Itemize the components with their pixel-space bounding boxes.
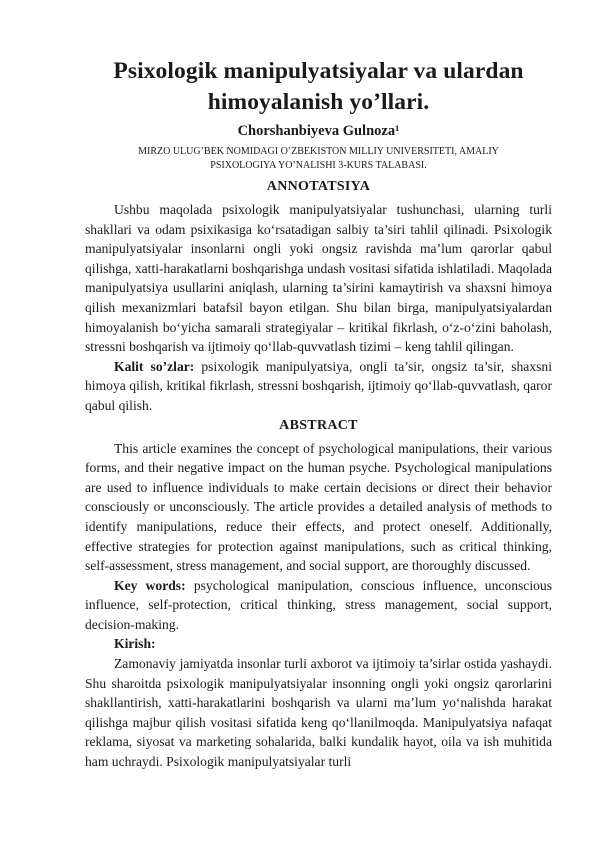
annotation-heading: ANNOTATSIYA [266, 179, 371, 194]
abstract-paragraph: This article examines the concept of psychological manipulations, their various forms, and their negative impact on the human psyche. Psychological manipulations are used to influence individuals to make certain decisions or direct their behavior consciously or unconsciously. The article provides a detailed analysis of methods to identify manipulations, reduce their effects, and protect oneself. Additionally, effective strategies for protection against manipulations, such as critical thinking, self-assessment, stress management, and social support, are thoroughly discussed. [85, 440, 552, 574]
annotation-paragraph: Ushbu maqolada psixologik manipulyatsiyalar tushunchasi, ularning turli shakllari va odam psixikasiga ko‘rsatadigan salbiy ta’siri tahlil qilinadi. Psixologik manipulyatsiyalar insonlarni ongli yoki ongsiz ravishda ma’lum qarorlar qabul qilishga, xatti-harakatlarni boshqarishga undash vositasi sifatida ishlatiladi. Maqolada manipulyatsiya usullarini aniqlash, ularning ta’sirini kamaytirish va shaxsni himoya qilish mexanizmlari batafsil bayon etilgan. Shu bilan birga, manipulyatsiyalardan himoyalanish bo‘yicha samarali strategiyalar – kritikal fikrlash, o‘z-o‘zini baholash, stressni boshqarish va ijtimoiy qo‘llab-quvvatlash tizimi – keng tahlil qilingan. [85, 202, 552, 355]
affiliation-line-1: MIRZO ULUG’BEK NOMIDAGI O’ZBEKISTON MILLIY UNIVERSITETI, AMALIY [138, 146, 499, 157]
intro-paragraph: Zamonaviy jamiyatda insonlar turli axborot va ijtimoiy ta’sirlar ostida yashaydi. Shu sharoitda psixologik manipulyatsiyalar insonning ongli yoki ongsiz qarorlarini shakllantirish, xatti-harakatlarini boshqarish va ularni ma’lum yo‘nalishda harakat qilishga majbur qilish vositasi sifatida keng qo‘llanilmoqda. Manipulyatsiya nafaqat reklama, siyosat va marketing sohalarida, balki kundalik hayot, oila va ish muhitida ham uchraydi. Psixologik manipulyatsiyalar turli [85, 656, 552, 770]
intro-heading: Kirish: [114, 636, 156, 652]
paper-title: Psixologik manipulyatsiyalar va ulardan himoyalanish yo’llari. [113, 58, 524, 115]
keywords-uz-label: Kalit so’zlar: [114, 358, 195, 374]
affiliation-line-2: PSIXOLOGIYA YO’NALISHI 3-KURS TALABASI. [210, 160, 427, 171]
keywords-uz-text: psixologik manipulyatsiya, ongli ta’sir, ongsiz ta’sir, shaxsni himoya qilish, kritikal fikrlash, stressni boshqarish, ijtimoiy qo‘llab-quvvatlash, qaror qabul qilish. [85, 358, 552, 413]
keywords-en-text: psychological manipulation, conscious influence, unconscious influence, self-protection, critical thinking, stress management, social support, decision-making. [85, 577, 552, 632]
abstract-heading: ABSTRACT [279, 417, 358, 433]
author-affiliation [85, 145, 552, 173]
keywords-en-label: Key words: [114, 577, 186, 593]
author-name: Chorshanbiyeva Gulnoza¹ [237, 123, 400, 139]
keywords-uz [85, 357, 552, 416]
keywords-en [85, 576, 552, 635]
